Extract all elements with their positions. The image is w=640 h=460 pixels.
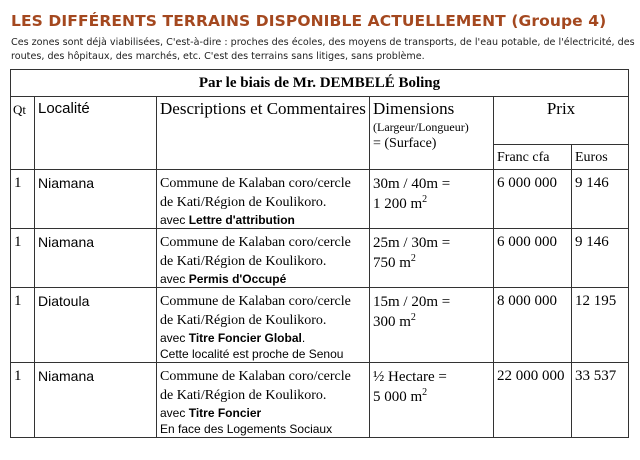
cell-description <box>157 170 370 229</box>
dim-line2: 300 m <box>373 314 411 330</box>
header-dimensions-label: Dimensions <box>373 99 455 118</box>
header-descriptions: Descriptions et Commentaires <box>157 97 370 170</box>
dim-line1: 30m / 40m = <box>373 176 451 192</box>
description-text: Commune de Kalaban coro/cercle de Kati/Région de Koulikoro. <box>160 294 351 328</box>
dim-line2: 750 m <box>373 255 411 271</box>
header-dim-sub2: = (Surface) <box>373 136 437 151</box>
description-text: Commune de Kalaban coro/cercle de Kati/Région de Koulikoro. <box>160 176 351 210</box>
header-franc: Franc cfa <box>494 145 572 170</box>
cell-description <box>157 288 370 363</box>
header-prix: Prix <box>494 97 629 145</box>
cell-qt: 1 <box>11 288 35 363</box>
intro-text: Ces zones sont déjà viabilisées, C'est-à-dire : proches des écoles, des moyens de transports, de l'eau potable, de l'électricité, des routes, des hôpitaux, des marchés, etc. C'est des terrains sans litiges, sans problème. <box>11 37 635 62</box>
cell-dimensions: ½ Hectare = 5 000 $m^2$ <box>370 363 494 438</box>
agent-line: Par le biais de Mr. DEMBELÉ Boling <box>11 70 629 97</box>
cell-qt: 1 <box>11 170 35 229</box>
dim-line2: 5 000 m <box>373 389 423 405</box>
cell-localite: Niamana <box>35 229 157 288</box>
dim-line1: 25m / 30m = <box>373 235 451 251</box>
cell-localite: Niamana <box>35 170 157 229</box>
cell-euros: 12 195 <box>572 288 629 363</box>
cell-euros: 9 146 <box>572 170 629 229</box>
cell-description <box>157 363 370 438</box>
header-localite: Localité <box>35 97 157 170</box>
cell-euros: 9 146 <box>572 229 629 288</box>
header-dimensions <box>370 97 494 170</box>
description-extra: En face des Logements Sociaux <box>160 422 333 436</box>
cell-franc: 6 000 000 <box>494 170 572 229</box>
cell-localite: Niamana <box>35 363 157 438</box>
cell-franc: 6 000 000 <box>494 229 572 288</box>
description-extra: Cette localité est proche de Senou <box>160 347 344 361</box>
table-row <box>11 170 629 229</box>
cell-description <box>157 229 370 288</box>
cell-franc: 8 000 000 <box>494 288 572 363</box>
cell-euros: 33 537 <box>572 363 629 438</box>
cell-qt: 1 <box>11 363 35 438</box>
description-text: Commune de Kalaban coro/cercle de Kati/Région de Koulikoro. <box>160 369 351 403</box>
cell-dimensions: 25m / 30m = 750 $m^2$ <box>370 229 494 288</box>
dim-line1: ½ Hectare = <box>373 369 447 385</box>
table-row <box>11 288 629 363</box>
description-note: avec Lettre d'attribution <box>160 213 295 227</box>
description-note: avec Titre Foncier Global. <box>160 331 306 345</box>
table-row <box>11 363 629 438</box>
cell-qt: 1 <box>11 229 35 288</box>
cell-dimensions: 15m / 20m = 300 $m^2$ <box>370 288 494 363</box>
dim-line2: 1 200 m <box>373 196 423 212</box>
cell-localite: Diatoula <box>35 288 157 363</box>
description-note: avec Titre Foncier <box>160 406 262 420</box>
header-euros: Euros <box>572 145 629 170</box>
cell-franc: 22 000 000 <box>494 363 572 438</box>
land-table <box>10 69 629 438</box>
dim-line1: 15m / 20m = <box>373 294 451 310</box>
description-text: Commune de Kalaban coro/cercle de Kati/Région de Koulikoro. <box>160 235 351 269</box>
description-note: avec Permis d'Occupé <box>160 272 287 286</box>
header-dim-sub1: (Largeur/Longueur) <box>373 120 469 134</box>
table-row <box>11 229 629 288</box>
header-qt: Qt <box>11 97 35 170</box>
page-title: LES DIFFÉRENTS TERRAINS DISPONIBLE ACTUELLEMENT (Groupe 4) <box>11 12 607 30</box>
cell-dimensions: 30m / 40m = 1 200 $m^2$ <box>370 170 494 229</box>
